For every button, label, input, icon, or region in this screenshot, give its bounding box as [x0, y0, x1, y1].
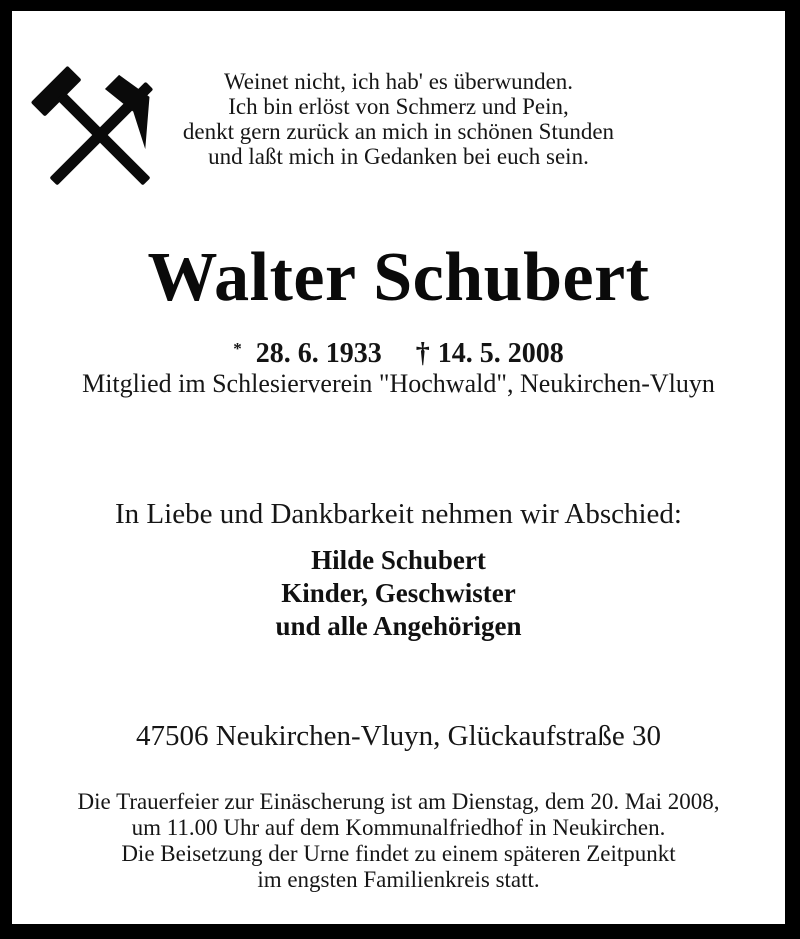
mourner-line: Hilde Schubert: [311, 545, 486, 575]
funeral-line: im engsten Familienkreis statt.: [257, 867, 540, 892]
death-date-group: [416, 338, 564, 369]
mourner-line: Kinder, Geschwister: [281, 578, 516, 608]
poem-line: und laßt mich in Gedanken bei euch sein.: [208, 144, 589, 169]
address-line: 47506 Neukirchen-Vluyn, Glückaufstraße 30: [135, 720, 662, 752]
mourners-list: [12, 544, 785, 643]
funeral-line: Die Trauerfeier zur Einäscherung ist am Dienstag, dem 20. Mai 2008,: [77, 789, 720, 814]
death-cross-symbol: †: [415, 338, 430, 369]
birth-date: 28. 6. 1933: [255, 338, 382, 369]
death-date: 14. 5. 2008: [437, 338, 564, 369]
membership-line: Mitglied im Schlesierverein "Hochwald", Neukirchen-Vluyn: [82, 369, 715, 398]
poem-line: denkt gern zurück an mich in schönen Stunden: [182, 119, 615, 144]
birth-star-symbol: *: [233, 339, 242, 358]
funeral-details: [12, 789, 785, 893]
poem-line: Weinet nicht, ich hab' es überwunden.: [223, 69, 574, 94]
poem-line: Ich bin erlöst von Schmerz und Pein,: [228, 94, 569, 119]
life-dates: [12, 333, 785, 370]
mourner-line: und alle Angehörigen: [275, 611, 522, 641]
funeral-line: Die Beisetzung der Urne findet zu einem späteren Zeitpunkt: [121, 841, 676, 866]
funeral-line: um 11.00 Uhr auf dem Kommunalfriedhof in Neukirchen.: [131, 815, 666, 840]
farewell-line: In Liebe und Dankbarkeit nehmen wir Abschied:: [115, 498, 682, 530]
obituary-page: [12, 11, 785, 924]
deceased-name: Walter Schubert: [147, 239, 650, 316]
memorial-poem: [12, 69, 785, 169]
